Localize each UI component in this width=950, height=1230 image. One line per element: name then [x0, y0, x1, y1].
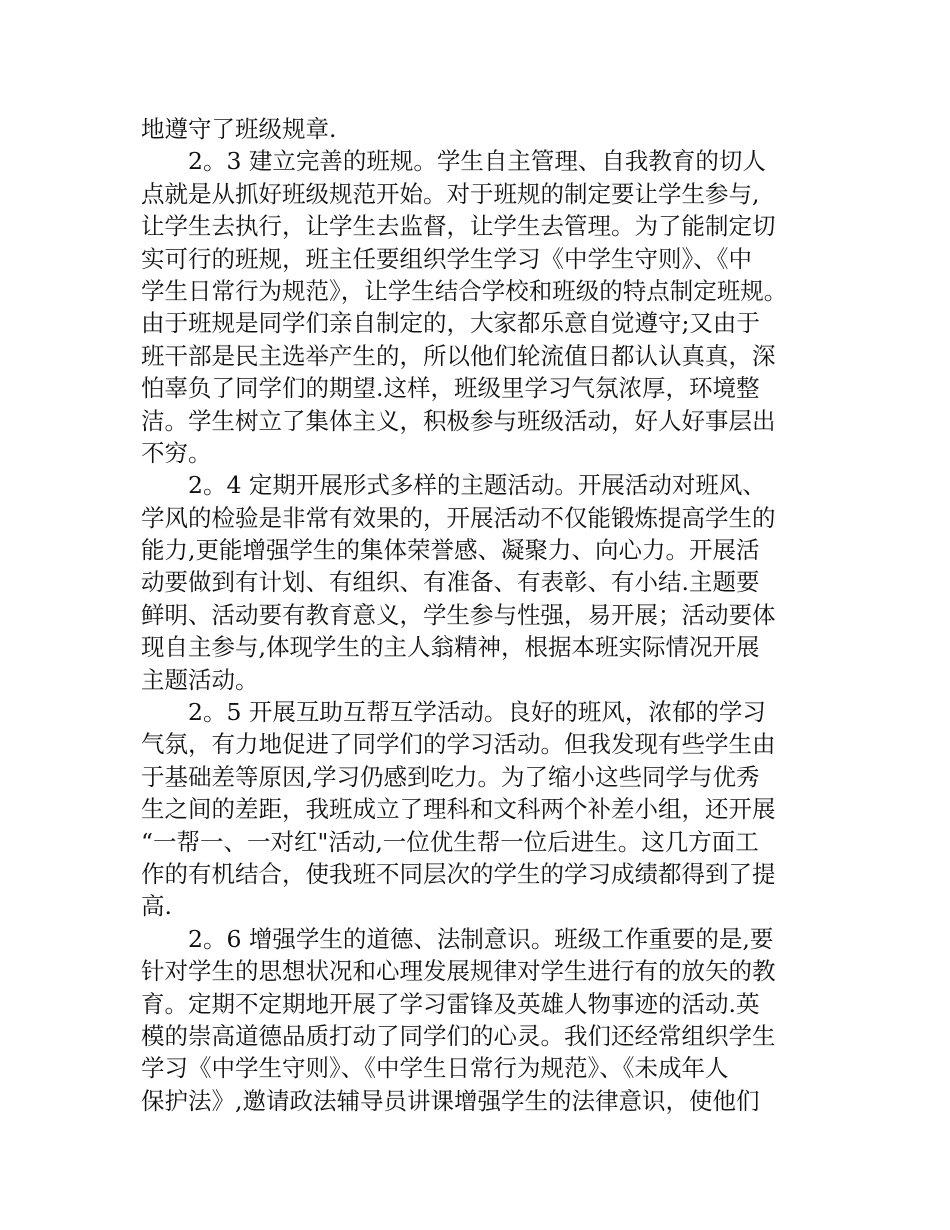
text-line: 动要做到有计划、有组织、有准备、有表彰、有小结.主题要 [141, 568, 760, 597]
text-line: “一帮一、一对红"活动,一位优生帮一位后进生。这几方面工 [141, 827, 759, 856]
text-line: 模的崇高道德品质打动了同学们的心灵。我们还经常组织学生 [141, 1021, 776, 1050]
text-line: 现自主参与,体现学生的主人翁精神，根据本班实际情况开展 [141, 633, 760, 662]
text-line: 主题活动。 [141, 665, 259, 694]
text-line: 学生日常行为规范》，让学生结合学校和班级的特点制定班规。 [141, 276, 788, 305]
text-line: 保护法》,邀请政法辅导员讲课增强学生的法律意识，使他们 [141, 1086, 760, 1115]
text-line: 育。定期不定期地开展了学习雷锋及英雄人物事迹的活动.英 [141, 989, 760, 1018]
text-line: 班干部是民主选举产生的，所以他们轮流值日都认认真真，深 [141, 341, 776, 370]
text-line: 于基础差等原因,学习仍感到吃力。为了缩小这些同学与优秀 [141, 762, 760, 791]
text-line: 鲜明、活动要有教育意义，学生参与性强，易开展；活动要体 [141, 600, 776, 629]
text-line: 实可行的班规，班主任要组织学生学习《中学生守则》、《中 [141, 244, 752, 273]
text-line: 气氛，有力地促进了同学们的学习活动。但我发现有些学生由 [141, 730, 776, 759]
text-line: 点就是从抓好班级规范开始。对于班规的制定要让学生参与, [141, 179, 760, 208]
document-body [141, 113, 821, 1117]
paragraph-first-line: 2。3 建立完善的班规。学生自主管理、自我教育的切人 [188, 147, 766, 176]
text-line: 让学生去执行，让学生去监督，让学生去管理。为了能制定切 [141, 212, 776, 241]
paragraph-first-line: 2。6 增强学生的道德、法制意识。班级工作重要的是,要 [188, 924, 774, 953]
paragraph-first-line: 2。5 开展互助互帮互学活动。良好的班风，浓郁的学习 [188, 698, 766, 727]
text-line: 能力,更能增强学生的集体荣誉感、凝聚力、向心力。开展活 [141, 536, 760, 565]
text-line: 学习《中学生守则》、《中学生日常行为规范》、《未成年人 [141, 1054, 729, 1083]
text-line: 学风的检验是非常有效果的，开展活动不仅能锻炼提高学生的 [141, 503, 776, 532]
text-line: 怕辜负了同学们的期望.这样，班级里学习气氛浓厚，环境整 [141, 374, 760, 403]
paragraph-first-line: 2。4 定期开展形式多样的主题活动。开展活动对班风、 [188, 471, 766, 500]
text-line: 作的有机结合，使我班不同层次的学生的学习成绩都得到了提 [141, 859, 776, 888]
text-line: 由于班规是同学们亲自制定的，大家都乐意自觉遵守;又由于 [141, 309, 760, 338]
text-line: 洁。学生树立了集体主义，积极参与班级活动，好人好事层出 [141, 406, 776, 435]
text-line: 高. [141, 892, 172, 921]
text-line: 地遵守了班级规章. [141, 115, 337, 143]
text-line: 生之间的差距，我班成立了理科和文科两个补差小组，还开展 [141, 795, 776, 824]
text-line: 不穷。 [141, 438, 212, 467]
text-line: 针对学生的思想状况和心理发展规律对学生进行有的放矢的教 [141, 957, 776, 986]
